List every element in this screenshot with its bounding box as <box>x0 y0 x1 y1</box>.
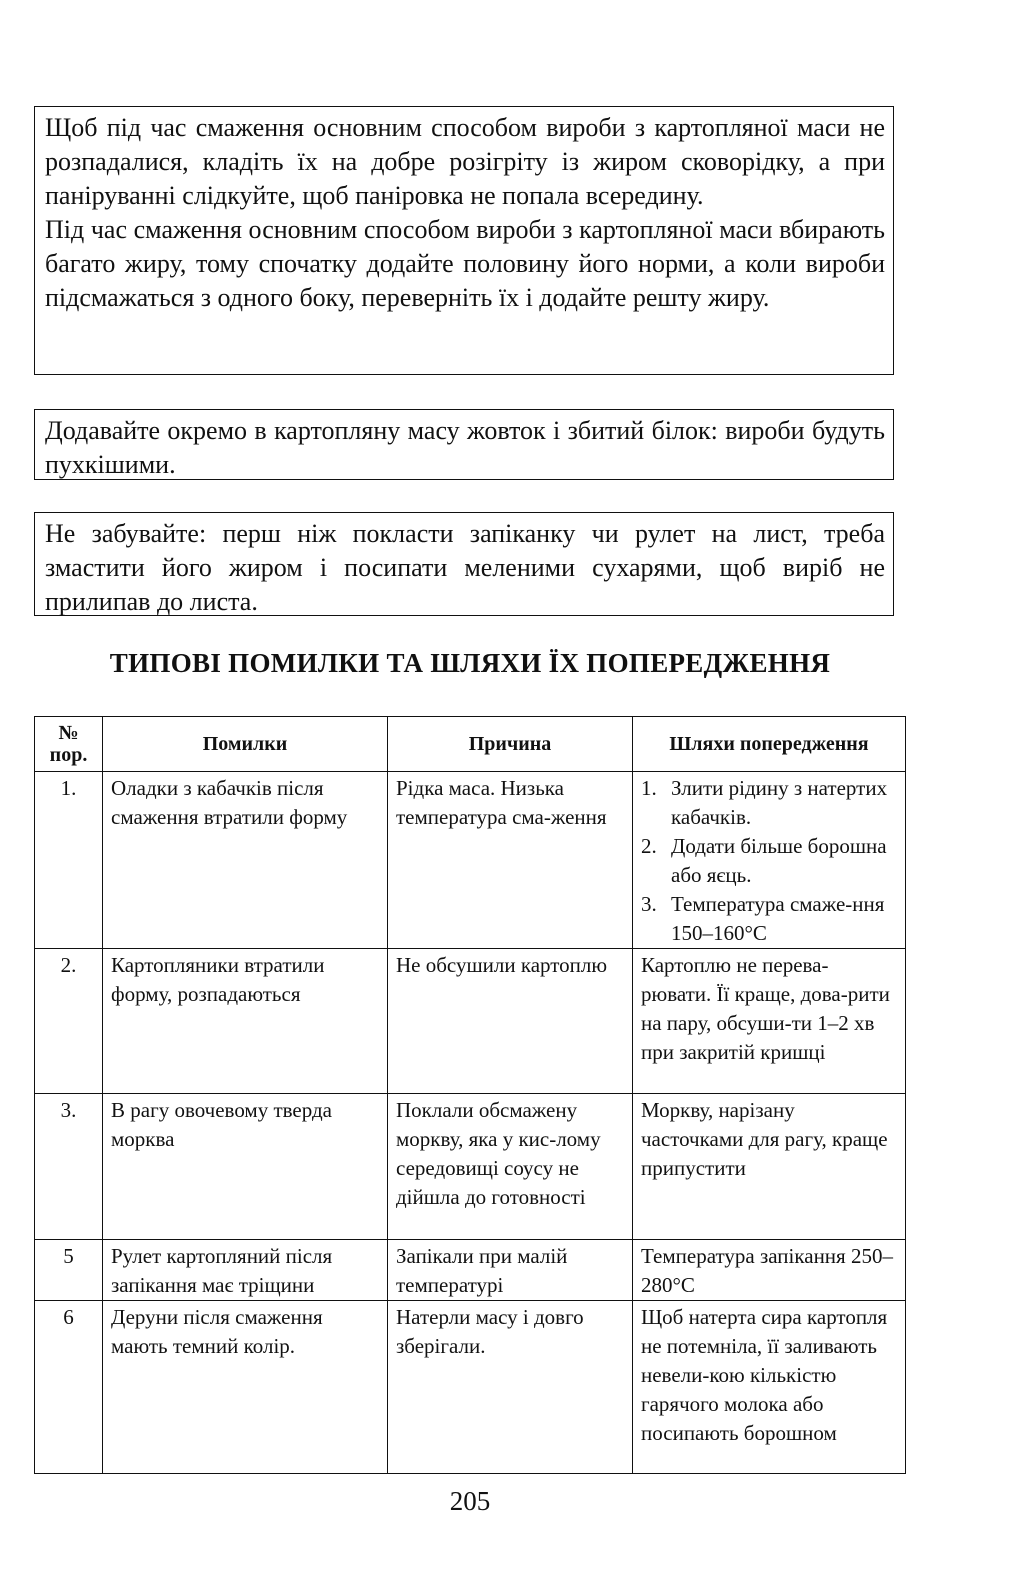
row-prevention: Температура запікання 250–280°С <box>633 1240 906 1301</box>
row-error: Деруни після смаження мають темний колір. <box>103 1301 388 1474</box>
row-prevention <box>633 772 906 949</box>
step-text: Злити рідину з натертих кабачків. <box>671 776 888 829</box>
row-number: 6 <box>35 1301 103 1474</box>
row-cause: Рідка маса. Низька температура сма-ження <box>388 772 633 949</box>
table-row <box>35 1301 906 1474</box>
errors-table <box>34 716 906 1474</box>
header-number-abbrev: пор. <box>49 744 88 766</box>
table-row <box>35 1094 906 1240</box>
page-number: 205 <box>449 1486 491 1516</box>
tip-box-yolk-white <box>34 409 894 480</box>
step-text: Температура смаже-ння 150–160°С <box>671 892 885 945</box>
row-prevention: Картоплю не перева-рювати. Її краще, дова-рити на пару, обсуши-ти 1–2 хв при закритій кришці <box>633 949 906 1094</box>
row-prevention: Моркву, нарізану часточками для рагу, краще припустити <box>633 1094 906 1240</box>
tip-paragraph: Щоб під час смаження основним способом вироби з картопляної маси не розпадалися, кладіть їх на добре розігріту із жиром сковорідку, а при паніруванні слідкуйте, щоб паніровка не попала всередину. <box>45 113 885 210</box>
step-number: 1. <box>641 776 657 800</box>
step-number: 2. <box>641 834 657 858</box>
row-cause: Натерли масу і довго зберігали. <box>388 1301 633 1474</box>
row-cause: Не обсушили картоплю <box>388 949 633 1094</box>
row-cause: Запікали при малій температурі <box>388 1240 633 1301</box>
row-cause: Поклали обсмажену моркву, яка у кис-лому середовищі соусу не дійшла до готовності <box>388 1094 633 1240</box>
tip-box-frying <box>34 106 894 375</box>
row-number: 2. <box>35 949 103 1094</box>
table-row <box>35 949 906 1094</box>
row-error: Картопляники втратили форму, розпадаються <box>103 949 388 1094</box>
step-number: 3. <box>641 892 657 916</box>
table-row <box>35 772 906 949</box>
table-row <box>35 1240 906 1301</box>
header-cause: Причина <box>388 717 633 772</box>
prevention-step <box>641 890 897 948</box>
header-errors: Помилки <box>103 717 388 772</box>
tip-box-baking-sheet <box>34 512 894 616</box>
row-number: 3. <box>35 1094 103 1240</box>
row-error: Рулет картопляний після запікання має тріщини <box>103 1240 388 1301</box>
prevention-step <box>641 832 897 890</box>
row-error: Оладки з кабачків після смаження втратили форму <box>103 772 388 949</box>
header-number <box>35 717 103 772</box>
tip-paragraph: Додавайте окремо в картопляну масу жовток і збитий білок: вироби будуть пухкішими. <box>45 416 885 479</box>
row-prevention: Щоб натерта сира картопля не потемніла, її заливають невели-кою кількістю гарячого молока або посипають борошном <box>633 1301 906 1474</box>
prevention-step <box>641 774 897 832</box>
header-prevention: Шляхи попередження <box>633 717 906 772</box>
row-number: 1. <box>35 772 103 949</box>
tip-paragraph: Під час смаження основним способом вироби з картопляної маси вбирають багато жиру, тому спочатку додайте половину його норми, а коли вироби підсмажаться з одного боку, переверніть їх і додайте решту жиру. <box>45 215 885 312</box>
row-error: В рагу овочевому тверда морква <box>103 1094 388 1240</box>
table-header-row <box>35 717 906 772</box>
row-number: 5 <box>35 1240 103 1301</box>
step-text: Додати більше борошна або яєць. <box>671 834 887 887</box>
section-title: ТИПОВІ ПОМИЛКИ ТА ШЛЯХИ ЇХ ПОПЕРЕДЖЕННЯ <box>109 648 831 678</box>
prevention-steps-list <box>641 774 897 948</box>
tip-paragraph: Не забувайте: перш ніж покласти запіканку чи рулет на лист, треба змастити його жиром і посипати меленими сухарями, щоб виріб не прилипав до листа. <box>45 519 885 616</box>
header-number-symbol: № <box>58 722 79 744</box>
